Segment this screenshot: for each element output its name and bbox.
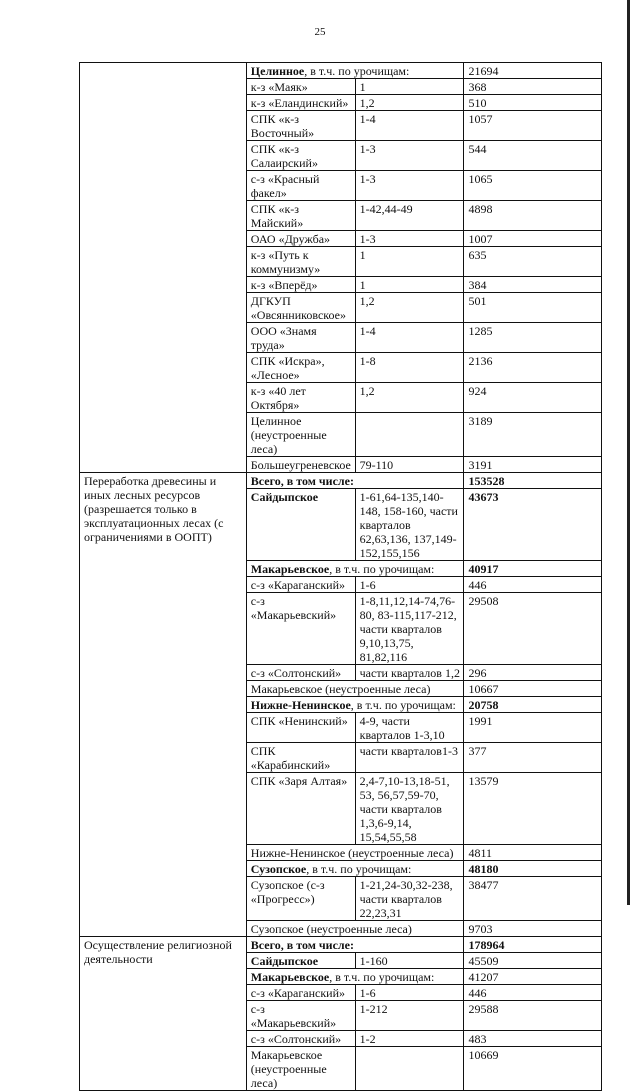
parcel-area: 9703 <box>468 922 493 936</box>
parcel-quarters: 1-3 <box>359 172 376 186</box>
area-cell <box>464 293 602 323</box>
parcel-name-cell <box>246 293 355 323</box>
page-number: 25 <box>314 26 326 38</box>
quarters-cell <box>355 141 464 171</box>
area-cell <box>464 743 602 773</box>
parcel-name: ДГКУП «Овсянниковское» <box>250 294 346 322</box>
parcel-name: к-з «Еландинский» <box>250 96 349 110</box>
quarters-cell <box>355 171 464 201</box>
quarters-cell <box>355 247 464 277</box>
area-cell <box>464 231 602 247</box>
parcel-area: 153528 <box>468 474 505 488</box>
parcel-name: ОАО «Дружба» <box>250 232 331 246</box>
parcel-name: Сайдыпское <box>250 490 319 504</box>
parcel-name: Макарьевское (неустроенные леса) <box>250 1048 327 1090</box>
parcel-area: 38477 <box>468 878 499 892</box>
parcel-name: с-з «Макарьевский» <box>250 1002 337 1030</box>
parcel-name-cell <box>246 921 464 937</box>
table-row <box>80 473 602 489</box>
parcel-area: 1285 <box>468 324 493 338</box>
quarters-cell <box>355 111 464 141</box>
parcel-name: СПК «к-з Восточный» <box>250 112 315 140</box>
parcel-name-bold: Макарьевское <box>250 970 330 984</box>
parcel-name-cell <box>246 353 355 383</box>
parcel-quarters: 1-3 <box>359 142 376 156</box>
parcel-quarters: 1-6 <box>359 986 376 1000</box>
area-cell <box>464 1047 602 1091</box>
parcel-quarters: 1-2 <box>359 1032 376 1046</box>
area-cell <box>464 473 602 489</box>
parcel-quarters: 1,2 <box>359 294 375 308</box>
parcel-quarters: 1-3 <box>359 232 376 246</box>
parcel-area: 1991 <box>468 714 493 728</box>
parcel-name-cell <box>246 457 355 473</box>
parcel-name: к-з «Путь к коммунизму» <box>250 248 321 276</box>
quarters-cell <box>355 457 464 473</box>
area-cell <box>464 247 602 277</box>
parcel-area: 544 <box>468 142 487 156</box>
area-cell <box>464 561 602 577</box>
quarters-cell <box>355 773 464 845</box>
parcel-name-cell <box>246 561 464 577</box>
area-cell <box>464 95 602 111</box>
parcel-quarters: 1-4 <box>359 112 376 126</box>
area-cell <box>464 413 602 457</box>
parcel-name-cell <box>246 201 355 231</box>
quarters-cell <box>355 665 464 681</box>
area-cell <box>464 1001 602 1031</box>
parcel-name: с-з «Солтонский» <box>250 666 342 680</box>
parcel-area: 10669 <box>468 1048 499 1062</box>
quarters-cell <box>355 985 464 1001</box>
parcel-name-cell <box>246 323 355 353</box>
quarters-cell <box>355 489 464 561</box>
parcel-name: Макарьевское (неустроенные леса) <box>250 682 431 696</box>
parcel-area: 40917 <box>468 562 499 576</box>
area-cell <box>464 63 602 79</box>
parcel-name-cell <box>246 861 464 877</box>
parcel-name: , в т.ч. по урочищам: <box>350 698 456 712</box>
area-cell <box>464 1031 602 1047</box>
parcel-area: 446 <box>468 986 487 1000</box>
parcel-name: , в т.ч. по урочищам: <box>329 970 435 984</box>
parcel-area: 29508 <box>468 594 499 608</box>
scan-edge <box>627 0 630 905</box>
parcel-name-cell <box>246 111 355 141</box>
parcel-name-cell <box>246 1001 355 1031</box>
parcel-name-bold: Целинное <box>250 64 305 78</box>
parcel-quarters: части кварталов 1,2 <box>359 666 460 680</box>
parcel-area: 384 <box>468 278 487 292</box>
parcel-name: к-з «Маяк» <box>250 80 308 94</box>
parcel-quarters: 1-212 <box>359 1002 388 1016</box>
parcel-name: с-з «Макарьевский» <box>250 594 337 622</box>
area-cell <box>464 921 602 937</box>
area-cell <box>464 681 602 697</box>
area-cell <box>464 79 602 95</box>
parcel-name-cell <box>246 383 355 413</box>
parcel-name: с-з «Караганский» <box>250 578 346 592</box>
area-cell <box>464 277 602 293</box>
parcel-name: Сузопское (неустроенные леса) <box>250 922 412 936</box>
parcel-area: 1065 <box>468 172 493 186</box>
parcel-name-cell <box>246 231 355 247</box>
parcel-name: , в т.ч. по урочищам: <box>306 862 412 876</box>
parcel-name: , в т.ч. по урочищам: <box>304 64 410 78</box>
area-cell <box>464 953 602 969</box>
parcel-area: 21694 <box>468 64 499 78</box>
parcel-name: СПК «Ненинский» <box>250 714 348 728</box>
quarters-cell <box>355 1001 464 1031</box>
quarters-cell <box>355 277 464 293</box>
parcel-name: Сузопское (с-з «Прогресс») <box>250 878 325 906</box>
quarters-cell <box>355 383 464 413</box>
parcel-name-cell <box>246 969 464 985</box>
parcel-quarters: 2,4-7,10-13,18-51, 53, 56,57,59-70, части кварталов 1,3,6-9,14, 15,54,55,58 <box>359 774 450 844</box>
parcel-area: 3191 <box>468 458 493 472</box>
quarters-cell <box>355 1047 464 1091</box>
parcel-name: с-з «Караганский» <box>250 986 346 1000</box>
parcel-name: Нижне-Ненинское (неустроенные леса) <box>250 846 454 860</box>
area-cell <box>464 713 602 743</box>
table-row <box>80 63 602 79</box>
parcel-quarters: 1-160 <box>359 954 388 968</box>
parcel-name-cell <box>246 489 355 561</box>
parcel-area: 29588 <box>468 1002 499 1016</box>
parcel-area: 635 <box>468 248 487 262</box>
area-cell <box>464 773 602 845</box>
area-cell <box>464 323 602 353</box>
parcel-name: , в т.ч. по урочищам: <box>329 562 435 576</box>
area-cell <box>464 141 602 171</box>
parcel-area: 377 <box>468 744 487 758</box>
category-cell <box>80 937 247 1091</box>
area-cell <box>464 937 602 953</box>
parcel-name: Большеугреневское <box>250 458 351 472</box>
parcel-area: 45509 <box>468 954 499 968</box>
parcel-area: 446 <box>468 578 487 592</box>
parcel-area: 48180 <box>468 862 499 876</box>
parcel-name-cell <box>246 277 355 293</box>
parcel-name: к-з «40 лет Октября» <box>250 384 306 412</box>
parcel-quarters: 1,2 <box>359 96 375 110</box>
parcel-quarters: 1 <box>359 80 366 94</box>
parcel-area: 41207 <box>468 970 499 984</box>
parcel-name: Всего, в том числе: <box>250 474 354 488</box>
parcel-quarters: 1-42,44-49 <box>359 202 413 216</box>
quarters-cell <box>355 743 464 773</box>
area-cell <box>464 353 602 383</box>
parcel-area: 296 <box>468 666 487 680</box>
quarters-cell <box>355 201 464 231</box>
parcel-name-cell <box>246 141 355 171</box>
area-cell <box>464 877 602 921</box>
parcel-name-cell <box>246 985 355 1001</box>
area-cell <box>464 457 602 473</box>
parcel-area: 924 <box>468 384 487 398</box>
parcel-name-cell <box>246 845 464 861</box>
area-cell <box>464 845 602 861</box>
parcel-area: 510 <box>468 96 487 110</box>
area-cell <box>464 577 602 593</box>
quarters-cell <box>355 353 464 383</box>
parcel-name-cell <box>246 171 355 201</box>
parcel-area: 10667 <box>468 682 499 696</box>
parcel-name: СПК «Заря Алтая» <box>250 774 348 788</box>
area-cell <box>464 697 602 713</box>
quarters-cell <box>355 95 464 111</box>
parcel-quarters: 1-6 <box>359 578 376 592</box>
parcel-name-cell <box>246 953 355 969</box>
parcel-name-cell <box>246 473 464 489</box>
quarters-cell <box>355 713 464 743</box>
quarters-cell <box>355 413 464 457</box>
parcel-name-bold: Сузопское <box>250 862 307 876</box>
area-cell <box>464 489 602 561</box>
parcel-name-bold: Нижне-Ненинское <box>250 698 351 712</box>
parcel-name-cell <box>246 63 464 79</box>
area-cell <box>464 861 602 877</box>
parcel-quarters: 1-4 <box>359 324 376 338</box>
parcel-quarters: 1-61,64-135,140-148, 158-160, части кварталов 62,63,136, 137,149-152,155,156 <box>359 490 458 560</box>
parcel-area: 178964 <box>468 938 505 952</box>
area-cell <box>464 969 602 985</box>
parcel-quarters: части кварталов1-3 <box>359 744 458 758</box>
parcel-area: 13579 <box>468 774 499 788</box>
quarters-cell <box>355 231 464 247</box>
parcel-quarters: 1-8 <box>359 354 376 368</box>
parcel-name-cell <box>246 697 464 713</box>
parcel-name-cell <box>246 577 355 593</box>
parcel-name-cell <box>246 773 355 845</box>
parcel-name-cell <box>246 95 355 111</box>
parcel-quarters: 79-110 <box>359 458 394 472</box>
parcel-name-cell <box>246 937 464 953</box>
parcel-name-cell <box>246 743 355 773</box>
quarters-cell <box>355 293 464 323</box>
table-row <box>80 937 602 953</box>
area-cell <box>464 985 602 1001</box>
area-cell <box>464 665 602 681</box>
parcel-area: 483 <box>468 1032 487 1046</box>
parcel-name-cell <box>246 877 355 921</box>
parcel-name: к-з «Вперёд» <box>250 278 318 292</box>
parcel-area: 4898 <box>468 202 493 216</box>
parcel-name-cell <box>246 413 355 457</box>
parcel-name: Целинное (неустроенные леса) <box>250 414 327 456</box>
parcel-name-cell <box>246 247 355 277</box>
parcel-name-bold: Макарьевское <box>250 562 330 576</box>
parcel-area: 2136 <box>468 354 493 368</box>
parcel-name-cell <box>246 713 355 743</box>
parcel-area: 501 <box>468 294 487 308</box>
quarters-cell <box>355 323 464 353</box>
quarters-cell <box>355 79 464 95</box>
parcel-area: 4811 <box>468 846 493 860</box>
parcel-quarters: 1 <box>359 248 366 262</box>
parcel-name: Всего, в том числе: <box>250 938 354 952</box>
quarters-cell <box>355 577 464 593</box>
category-label: Переработка древесины и иных лесных ресурсов (разрешается только в эксплуатационных лесах (с ограничениями в ООПТ) <box>84 474 224 544</box>
parcel-name-cell <box>246 681 464 697</box>
parcel-area: 43673 <box>468 490 499 504</box>
area-cell <box>464 593 602 665</box>
area-cell <box>464 111 602 141</box>
area-cell <box>464 201 602 231</box>
area-cell <box>464 171 602 201</box>
parcel-name: СПК «Карабинский» <box>250 744 331 772</box>
parcel-name: с-з «Красный факел» <box>250 172 320 200</box>
parcel-quarters: 1-21,24-30,32-238, части кварталов 22,23,31 <box>359 878 453 920</box>
parcel-name: СПК «Искра», «Лесное» <box>250 354 325 382</box>
quarters-cell <box>355 877 464 921</box>
parcel-quarters: 1 <box>359 278 366 292</box>
parcel-name: СПК «к-з Майский» <box>250 202 304 230</box>
parcel-name-cell <box>246 665 355 681</box>
category-cell <box>80 473 247 937</box>
parcel-quarters: 1-8,11,12,14-74,76-80, 83-115,117-212, части кварталов 9,10,13,75, 81,82,116 <box>359 594 457 664</box>
parcel-quarters: 4-9, части кварталов 1-3,10 <box>359 714 445 742</box>
parcel-area: 1057 <box>468 112 493 126</box>
parcel-name: Сайдыпское <box>250 954 319 968</box>
parcel-name-cell <box>246 1047 355 1091</box>
area-cell <box>464 383 602 413</box>
parcel-name: с-з «Солтонский» <box>250 1032 342 1046</box>
parcel-name: ООО «Знамя труда» <box>250 324 317 352</box>
category-cell <box>80 63 247 473</box>
parcel-area: 368 <box>468 80 487 94</box>
parcel-name-cell <box>246 1031 355 1047</box>
parcel-name-cell <box>246 593 355 665</box>
forest-use-table <box>79 62 602 1091</box>
parcel-area: 1007 <box>468 232 493 246</box>
parcel-name: СПК «к-з Салаирский» <box>250 142 318 170</box>
quarters-cell <box>355 953 464 969</box>
category-label: Осуществление религиозной деятельности <box>84 938 232 966</box>
parcel-quarters: 1,2 <box>359 384 375 398</box>
parcel-area: 20758 <box>468 698 499 712</box>
parcel-area: 3189 <box>468 414 493 428</box>
quarters-cell <box>355 1031 464 1047</box>
quarters-cell <box>355 593 464 665</box>
parcel-name-cell <box>246 79 355 95</box>
